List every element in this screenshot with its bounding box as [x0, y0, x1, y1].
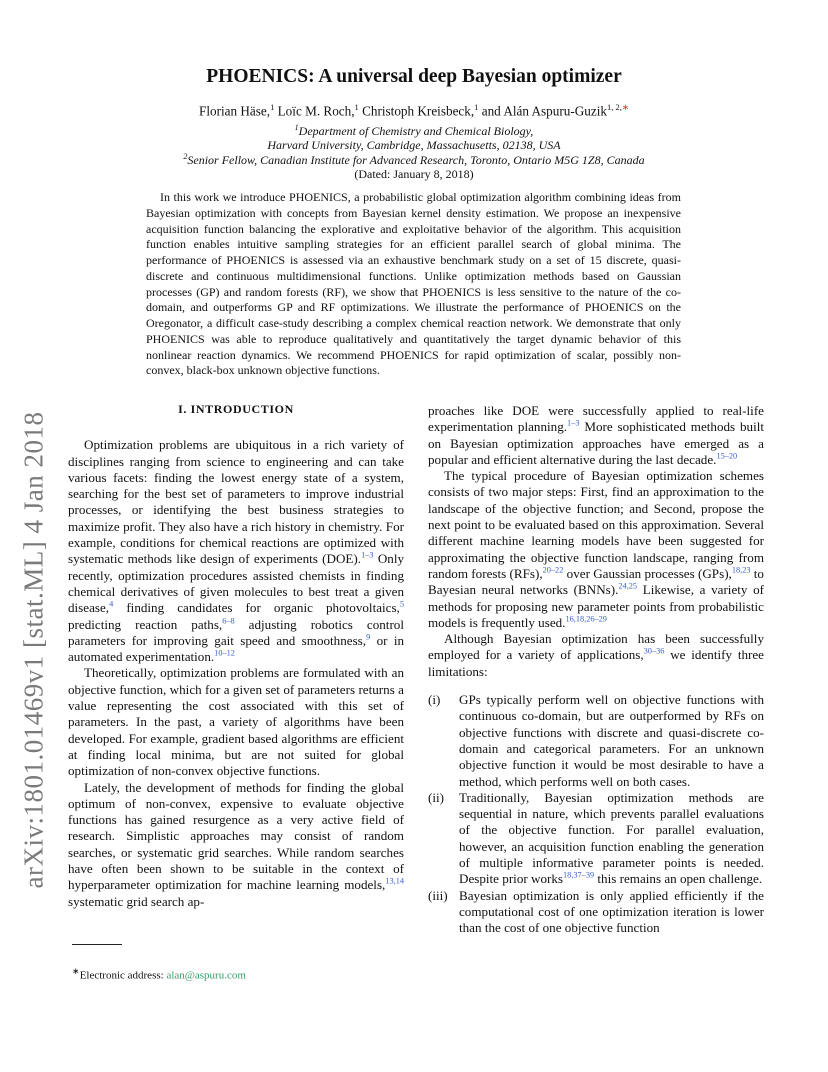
citation-reference[interactable]: 6–8 [222, 616, 235, 626]
list-item [428, 790, 764, 888]
list-item-label: (i) [428, 692, 441, 708]
author-affil-sup: 1, 2, [606, 102, 622, 112]
affiliation-text: Department of Chemistry and Chemical Biology, [298, 124, 534, 138]
right-column [428, 403, 764, 937]
citation-reference[interactable]: 16,18,26–29 [565, 614, 607, 624]
affiliation-line [0, 152, 828, 168]
footnote-divider [72, 944, 122, 945]
list-item [428, 888, 764, 937]
affiliation-line [0, 123, 828, 139]
affiliation-text: Harvard University, Cambridge, Massachusetts, 02138, USA [267, 138, 561, 152]
limitations-list [428, 692, 764, 936]
list-item-text: Bayesian optimization is only applied efficiently if the computational cost of one optimization iteration is lower than the cost of one objective function [459, 887, 764, 936]
paper-title: PHOENICS: A universal deep Bayesian optimizer [206, 66, 622, 87]
citation-reference[interactable]: 10–12 [214, 648, 235, 658]
intro-paragraph-limitations: Although Bayesian optimization has been successfully employed for a variety of applications,$^{30-36}$ we identify three limitations: [428, 631, 764, 679]
author-name: and Alán Aspuru-Guzik [481, 103, 607, 119]
date-line: (Dated: January 8, 2018) [354, 167, 474, 181]
author-affil-sup: 1 [354, 102, 359, 112]
citation-reference[interactable]: 13,14 [385, 876, 404, 886]
citation-reference[interactable]: 30–36 [643, 647, 665, 657]
email-link[interactable]: alan@aspuru.com [166, 969, 246, 982]
intro-paragraph-1: Optimization problems are ubiquitous in a rich variety of disciplines ranging from science to engineering and can take various facets: finding the lowest energy state of a system, searching for the best set of parameters to improve industrial processes, or identifying the best business strategies to maximize profit. They also have a rich history in chemistry. For example, conditions for chemical reactions are optimized with systematic methods like design of experiments (DOE).$^{1-3}$ Only recently, optimization procedures assisted chemists in finding chemical derivatives of given molecules to best treat a given disease,$^4$ finding candidates for organic photovoltaics,$^5$ predicting reaction paths,$^{6-8}$ adjusting robotics control parameters for improving gait speed and smoothness,$^9$ or in automated experimentation.$^{10-12}$ [68, 437, 405, 665]
citation-reference[interactable]: 18,23 [731, 565, 751, 575]
intro-paragraph-3: Lately, the development of methods for finding the global optimum of non-convex, expensive to evaluate objective functions has gained resurgence as a very active field of research. Simplistic approaches may consist of random searches, or systematic grid searches. While random searches have often been shown to be suitable in the context of hyperparameter optimization for machine learning models,$^{13,14}$ systematic grid search ap- [68, 779, 404, 909]
affiliation-line [0, 138, 828, 153]
footnote-marker: ∗ [72, 966, 80, 976]
author-affil-sup: 1 [474, 102, 479, 112]
corresponding-author-marker[interactable]: ∗ [621, 102, 629, 112]
abstract: In this work we introduce PHOENICS, a probabilistic global optimization algorithm combining ideas from Bayesian optimization with concepts from Bayesian kernel density estimation. We propose an inexpensive acquisition function balancing the explorative and exploitative behavior of the algorithm. This acquisition function enables intuitive sampling strategies for an efficient parallel search of global minima. The performance of PHOENICS is assessed via an exhaustive benchmark study on a set of 15 discrete, quasi-discrete and continuous multidimensional functions. Unlike optimization methods based on Gaussian processes (GP) and random forests (RF), we show that PHOENICS is less sensitive to the nature of the co-domain, and outperforms GP and RF optimizations. We illustrate the performance of PHOENICS on the Oregonator, a difficult case-study describing a complex chemical reaction network. We demonstrate that only PHOENICS was able to reproduce qualitatively and quantitatively the target dynamic behavior of this nonlinear reaction dynamics. We recommend PHOENICS for rapid optimization of scalar, possibly non-convex, black-box unknown objective functions. [146, 190, 681, 378]
footnote [72, 966, 246, 982]
intro-paragraph-continued: proaches like DOE were successfully applied to real-life experimentation planning.$^{1-3}$ More sophisticated methods built on Bayesian optimization approaches have emerged as a popular and efficient alternative during the last decade.$^{15-20}$ [428, 403, 764, 467]
list-item-label: (ii) [428, 789, 444, 805]
citation-reference[interactable]: 18,37–39 [563, 870, 595, 880]
affiliation-text: Senior Fellow, Canadian Institute for Advanced Research, Toronto, Ontario M5G 1Z8, Canada [187, 153, 645, 167]
author-list [0, 102, 828, 119]
arxiv-identifier-text: arXiv:1801.01469v1 [stat.ML] 4 Jan 2018 [18, 411, 49, 889]
citation-reference[interactable]: 9 [366, 632, 371, 642]
intro-paragraph-2: Theoretically, optimization problems are formulated with an objective function, which for a given set of parameters returns a value representing the cost associated with this set of parameters. In the past, a variety of algorithms have been developed. For example, gradient based algorithms are efficient at finding local minima, but are not suited for global optimization of non-convex objective functions. [68, 665, 404, 779]
list-item-label: (iii) [428, 887, 448, 903]
author-name: Florian Häse, [199, 103, 271, 119]
affiliation-sup: 1 [294, 123, 299, 132]
list-item-text: GPs typically perform well on objective functions with continuous co-domain, but are outperformed by RFs on objective functions with discrete and quasi-discrete co-domain and categorical parameters. For an unknown objective function it would be most desirable to have a method, which performs well on both cases. [459, 692, 764, 789]
citation-reference[interactable]: 20–22 [542, 565, 564, 575]
list-item-text: Traditionally, Bayesian optimization methods are sequential in nature, which prevents parallel evaluations of the objective function. For parallel evaluation, however, an acquisition function enabling the generation of multiple informative parameter points is needed. Despite prior works$^{18,37-39}$ this remains an open challenge. [459, 789, 764, 887]
author-name: Loïc M. Roch, [277, 103, 355, 119]
citation-reference[interactable]: 24,25 [618, 581, 638, 591]
list-item [428, 692, 764, 790]
citation-reference[interactable]: 1–3 [361, 551, 374, 561]
footnote-label: Electronic address: [79, 969, 167, 982]
intro-paragraph-procedure: The typical procedure of Bayesian optimization schemes consists of two major steps: First, find an approximation to the landscape of the objective function; and Second, propose the next point to be evaluated based on this approximation. Several different machine learning models have been suggested for approximating the objective function landscape, ranging from random forests (RFs),$^{20-22}$ over Gaussian processes (GPs),$^{18,23}$ to Bayesian neural networks (BNNs).$^{24,25}$ Likewise, a variety of methods for proposing new parameter points from probabilistic models is frequently used.$^{16,18,26-29}$ [428, 468, 764, 630]
citation-reference[interactable]: 5 [399, 599, 404, 609]
author-affil-sup: 1 [270, 102, 275, 112]
citation-reference[interactable]: 1–3 [567, 418, 580, 428]
section-heading: I. INTRODUCTION [178, 402, 294, 416]
citation-reference[interactable]: 4 [109, 599, 114, 609]
affiliation-sup: 2 [183, 152, 188, 161]
citation-reference[interactable]: 15–20 [716, 451, 738, 461]
author-name: Christoph Kreisbeck, [362, 103, 475, 119]
left-column [68, 401, 404, 910]
